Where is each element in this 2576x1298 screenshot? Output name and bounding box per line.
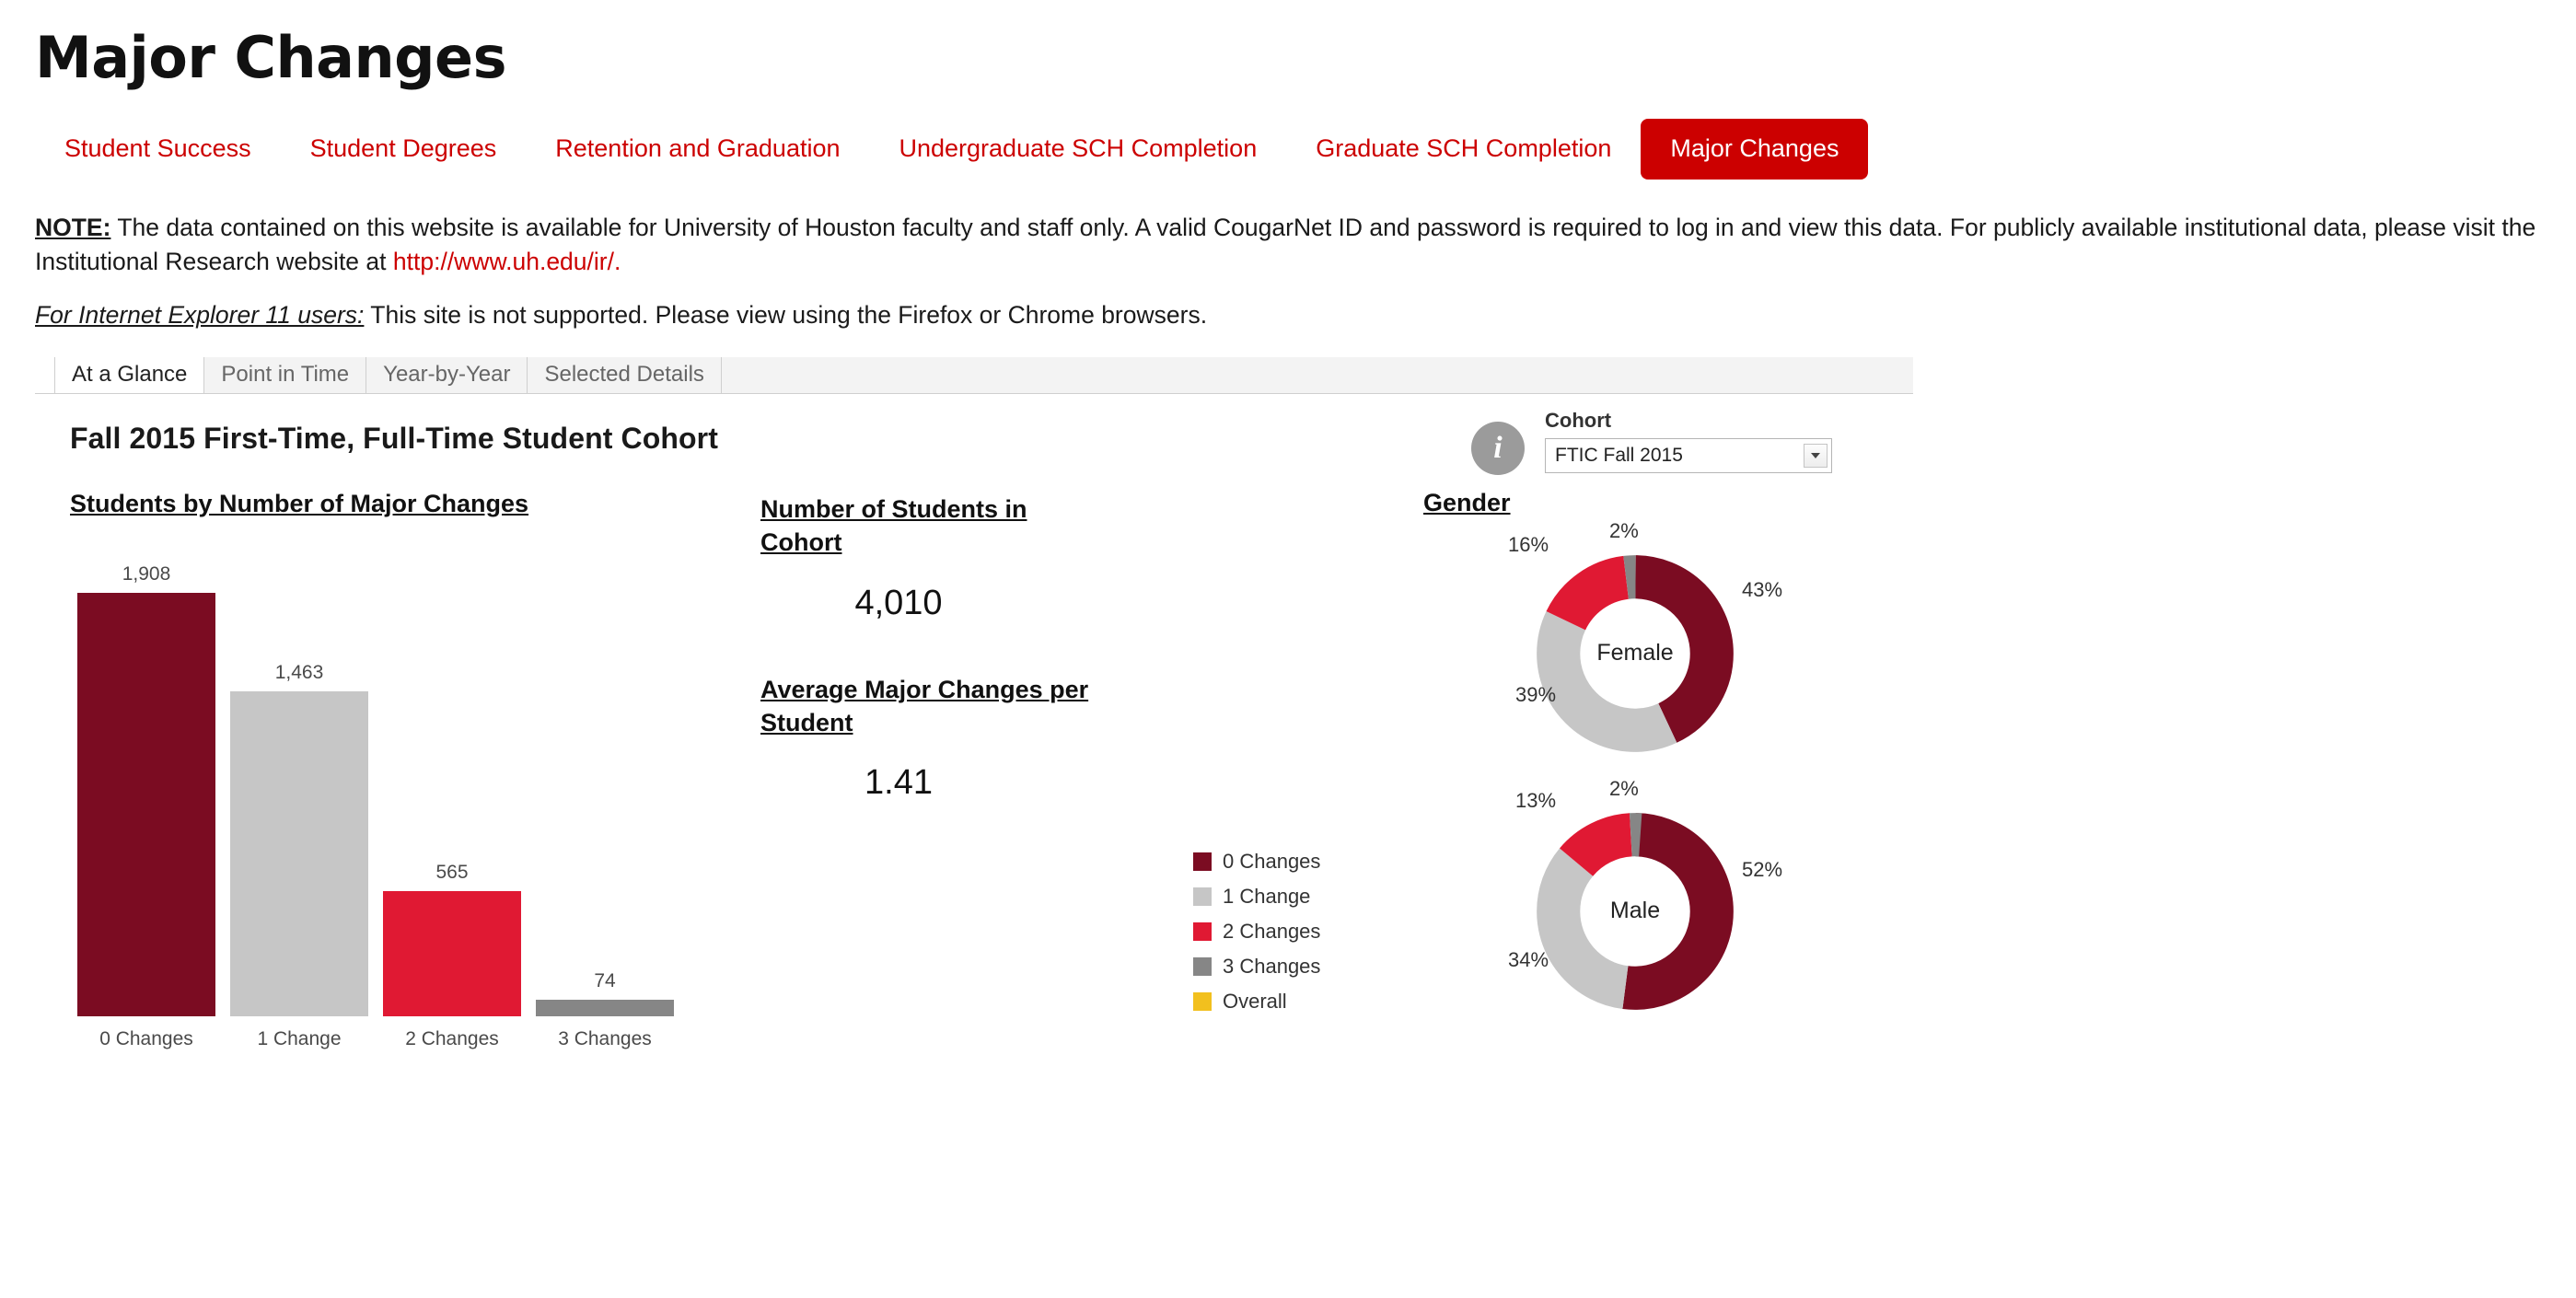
bar-col[interactable] bbox=[70, 556, 223, 1016]
chart-legend bbox=[1193, 489, 1423, 1025]
panels-row bbox=[70, 489, 1913, 1051]
legend-swatch-overall bbox=[1193, 992, 1212, 1011]
page-title: Major Changes bbox=[35, 24, 506, 91]
bar-rect bbox=[230, 691, 368, 1016]
legend-label: 3 Changes bbox=[1223, 954, 1321, 978]
female-donut-block bbox=[1506, 518, 1783, 757]
viz-tab-spacer bbox=[35, 357, 55, 393]
nav-tab-graduate-sch-completion[interactable]: Graduate SCH Completion bbox=[1316, 134, 1612, 163]
cohort-select-wrap bbox=[1545, 409, 1832, 473]
students-in-cohort-value: 4,010 bbox=[854, 583, 943, 622]
nav-tab-major-changes[interactable]: Major Changes bbox=[1641, 119, 1868, 180]
legend-item[interactable] bbox=[1193, 885, 1423, 909]
bar-value-label: 565 bbox=[435, 862, 469, 884]
bar-category-label: 2 Changes bbox=[405, 1028, 499, 1050]
female-pct-1-change: 39% bbox=[1515, 682, 1557, 706]
legend-label: 1 Change bbox=[1223, 884, 1311, 908]
viz-tab-at-a-glance[interactable]: At a Glance bbox=[55, 357, 204, 393]
legend-item[interactable] bbox=[1193, 955, 1423, 979]
avg-major-changes-title: Average Major Changes per Student bbox=[760, 675, 1089, 736]
bar-chart bbox=[70, 556, 751, 1016]
legend-item[interactable] bbox=[1193, 920, 1423, 944]
bar-rect bbox=[383, 891, 521, 1016]
male-donut-block bbox=[1506, 776, 1783, 1014]
male-donut-center-label: Male bbox=[1609, 898, 1661, 924]
ie-notice-label: For Internet Explorer 11 users: bbox=[35, 301, 365, 330]
nav-tab-student-success[interactable]: Student Success bbox=[64, 134, 251, 163]
nav-tab-undergraduate-sch-completion[interactable]: Undergraduate SCH Completion bbox=[899, 134, 1258, 163]
nav-tab-student-degrees[interactable]: Student Degrees bbox=[309, 134, 497, 163]
cohort-control bbox=[1471, 409, 1832, 475]
bar-axis-labels bbox=[70, 1016, 751, 1050]
bar-rect bbox=[77, 593, 215, 1016]
legend-swatch-1-change bbox=[1193, 887, 1212, 906]
viz-tabbar-fill bbox=[722, 357, 1913, 393]
legend-swatch-0-changes bbox=[1193, 852, 1212, 871]
female-pct-3-changes: 2% bbox=[1609, 518, 1639, 542]
male-pct-3-changes: 2% bbox=[1609, 776, 1639, 800]
bar-chart-panel bbox=[70, 489, 751, 1051]
viz-tabbar bbox=[35, 357, 1913, 394]
male-pct-0-changes: 52% bbox=[1742, 857, 1783, 881]
kpi-panel bbox=[751, 489, 1193, 853]
gender-panel bbox=[1423, 489, 1902, 1014]
bar-rect bbox=[536, 1000, 674, 1016]
nav-tab-retention-and-graduation[interactable]: Retention and Graduation bbox=[555, 134, 841, 163]
legend-label: Overall bbox=[1223, 989, 1287, 1013]
viz-tab-year-by-year[interactable]: Year-by-Year bbox=[366, 357, 528, 393]
female-donut-center-label: Female bbox=[1596, 640, 1674, 666]
chevron-down-icon[interactable] bbox=[1804, 444, 1828, 468]
viz-tab-selected-details[interactable]: Selected Details bbox=[528, 357, 721, 393]
bar-value-label: 1,463 bbox=[274, 662, 324, 684]
info-icon[interactable]: i bbox=[1471, 422, 1525, 475]
ie-notice bbox=[35, 298, 2541, 333]
gender-heading: Gender bbox=[1423, 488, 1511, 516]
legend-swatch-2-changes bbox=[1193, 922, 1212, 941]
dashboard bbox=[35, 408, 1913, 1051]
primary-nav bbox=[35, 119, 2541, 180]
students-in-cohort-title: Number of Students in Cohort bbox=[760, 494, 1027, 557]
bar-category-label: 3 Changes bbox=[558, 1028, 652, 1050]
cohort-heading: Fall 2015 First-Time, Full-Time Student Cohort bbox=[70, 421, 718, 455]
female-pct-0-changes: 43% bbox=[1742, 577, 1783, 601]
legend-item[interactable] bbox=[1193, 990, 1423, 1014]
bar-value-label: 74 bbox=[594, 970, 616, 992]
avg-major-changes-value: 1.41 bbox=[864, 763, 933, 803]
bar-col[interactable] bbox=[223, 556, 376, 1016]
ie-notice-text: This site is not supported. Please view using the Firefox or Chrome browsers. bbox=[364, 301, 1208, 330]
male-pct-2-changes: 13% bbox=[1515, 788, 1557, 812]
bar-category-label: 1 Change bbox=[257, 1028, 342, 1050]
legend-item[interactable] bbox=[1193, 850, 1423, 874]
viz-tab-point-in-time[interactable]: Point in Time bbox=[204, 357, 366, 393]
bar-col[interactable] bbox=[528, 556, 681, 1016]
cohort-filter-label: Cohort bbox=[1545, 408, 1612, 432]
cohort-select[interactable] bbox=[1545, 438, 1832, 473]
legend-label: 0 Changes bbox=[1223, 849, 1321, 873]
bar-category-label: 0 Changes bbox=[99, 1028, 193, 1050]
note-label: NOTE: bbox=[35, 213, 111, 241]
female-pct-2-changes: 16% bbox=[1508, 532, 1549, 556]
institutional-research-link[interactable]: http://www.uh.edu/ir/. bbox=[392, 248, 621, 276]
note-paragraph bbox=[35, 211, 2541, 280]
bar-value-label: 1,908 bbox=[122, 563, 171, 585]
note-text: The data contained on this website is available for University of Houston faculty and staff only. A valid CougarNet ID and password is required to log in and view this data. For publicly available institutional data, please visit the Institutional Research website at bbox=[35, 213, 2536, 276]
legend-swatch-3-changes bbox=[1193, 957, 1212, 976]
bar-col[interactable] bbox=[376, 556, 528, 1016]
cohort-select-value: FTIC Fall 2015 bbox=[1555, 444, 1683, 466]
legend-label: 2 Changes bbox=[1223, 919, 1321, 943]
male-pct-1-change: 34% bbox=[1508, 947, 1549, 971]
bar-chart-title: Students by Number of Major Changes bbox=[70, 489, 529, 517]
